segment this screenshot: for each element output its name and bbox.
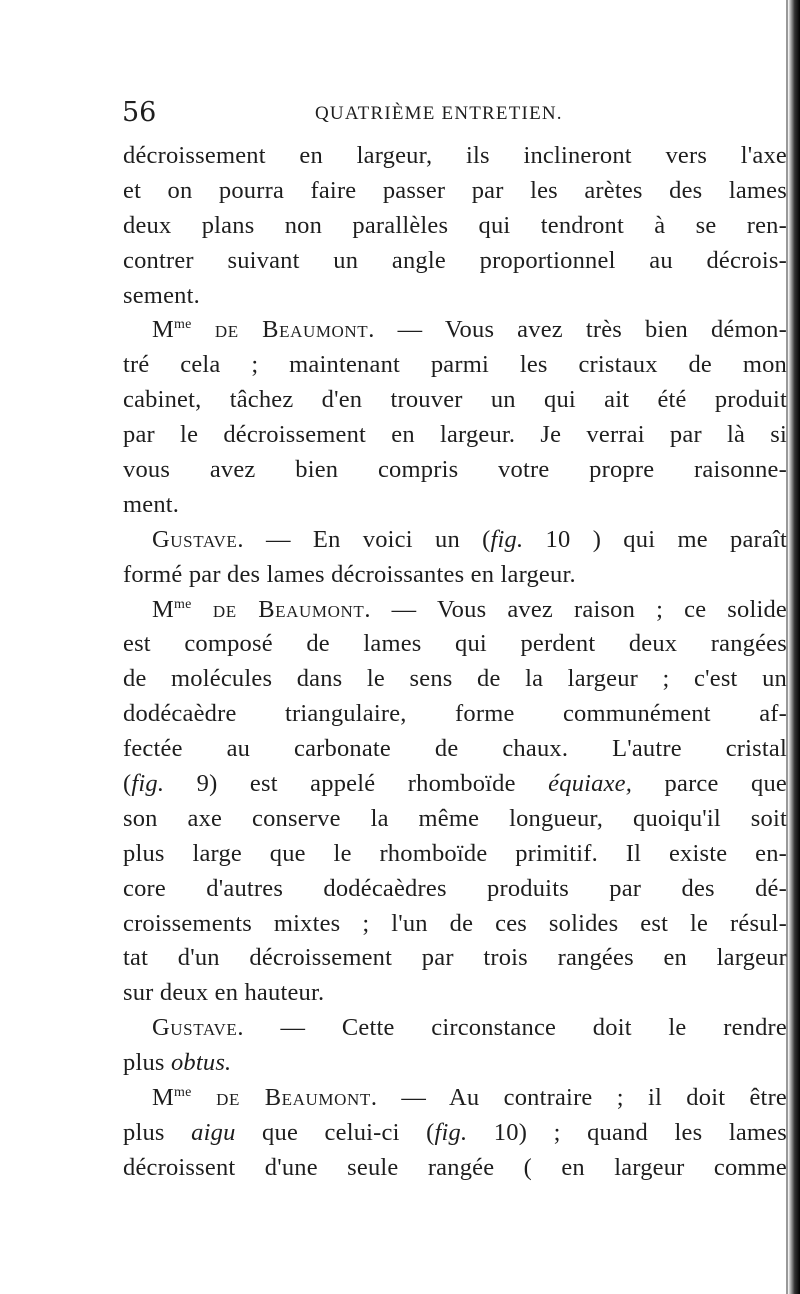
superscript: me [174,1085,192,1101]
text-line [123,872,787,907]
body-text [123,139,787,1186]
text-segment: M [152,1084,174,1112]
text-segment: que celui-ci ( [235,1118,435,1146]
page-number: 56 [122,97,157,128]
text-segment: M [152,595,174,623]
text-segment: de molécules dans le sens de la largeur ; c'est un [123,665,787,693]
text-line [123,697,787,732]
italic-text: obtus. [170,1049,232,1077]
text-segment: décroissement en largeur, ils inclineront vers l'axe [123,142,787,169]
text-line [123,627,787,662]
italic-text: fig. [434,1118,468,1146]
text-line [123,244,787,279]
text-line [123,209,787,244]
text-line [123,1011,787,1046]
text-line [123,732,787,767]
text-segment: . — Cette circonstance doit le rendre [237,1014,787,1042]
speaker-name: de Beaumont [191,1084,371,1112]
text-line [123,1151,787,1186]
text-line [123,1116,787,1151]
text-line [123,139,787,174]
text-segment: sur deux en hauteur. [123,979,325,1007]
text-line [123,418,787,453]
speaker-name: Gustave [152,1014,238,1042]
text-line [123,907,787,942]
text-segment: tat d'un décroissement par trois rangées en largeur [123,944,787,972]
text-segment: formé par des lames décroissantes en largeur. [123,560,576,588]
text-segment: contrer suivant un angle proportionnel au décrois- [123,246,787,274]
text-line [123,1046,787,1081]
italic-text: équiaxe, [548,770,633,798]
text-line [123,558,787,593]
text-segment: . — Au contraire ; il doit être [370,1084,787,1112]
text-line [123,593,787,628]
text-segment: son axe conserve la même longueur, quoiqu'il soit [123,804,787,832]
text-segment: est composé de lames qui perdent deux rangées [123,630,787,658]
text-line [123,453,787,488]
speaker-name: de Beaumont [191,595,365,623]
speaker-name: de Beaumont [191,316,369,344]
text-line [123,767,787,802]
text-segment: sement. [123,281,200,309]
text-segment: M [152,316,174,344]
text-segment: ( [123,770,132,798]
text-segment: parce que [632,770,788,798]
speaker-name: Gustave [152,525,238,553]
italic-text: fig. [131,770,165,798]
superscript: me [174,317,192,333]
text-segment: et on pourra faire passer par les arètes des lames [123,176,787,204]
text-line [123,837,787,872]
text-segment: plus [123,1049,171,1077]
text-segment: . — Vous avez très bien démon- [368,316,787,344]
italic-text: aigu [191,1118,236,1146]
text-segment: par le décroissement en largeur. Je verrai par là si [123,421,787,449]
text-segment: fectée au carbonate de chaux. L'autre cristal [123,735,787,763]
text-segment: plus large que le rhomboïde primitif. Il existe en- [123,839,787,867]
text-line [123,488,787,523]
text-segment: décroissent d'une seule rangée ( en largeur comme [123,1153,787,1181]
text-line [123,941,787,976]
text-segment: croissements mixtes ; l'un de ces solides est le résul- [123,909,787,937]
text-line [123,662,787,697]
binding-shadow [788,0,800,1294]
text-segment: . — Vous avez raison ; ce solide [364,595,787,623]
text-segment: dodécaèdre triangulaire, forme communément af- [123,700,787,728]
superscript: me [174,596,192,612]
text-segment: vous avez bien compris votre propre raisonne- [123,456,787,484]
text-line [123,1081,787,1116]
text-segment: 10 ) qui me paraît [523,525,787,553]
text-segment: 10) ; quand les lames [467,1118,787,1146]
text-line [123,174,787,209]
text-segment: deux plans non parallèles qui tendront à se ren- [123,211,787,239]
italic-text: fig. [490,525,524,553]
text-line [123,383,787,418]
text-line [123,348,787,383]
text-segment: . — En voici un ( [237,525,491,553]
running-head: QUATRIÈME ENTRETIEN. [315,103,563,124]
text-segment: 9) est appelé rhomboïde [164,770,549,798]
text-line [123,313,787,348]
text-line [123,976,787,1011]
text-line [123,523,787,558]
text-line [123,279,787,314]
text-segment: core d'autres dodécaèdres produits par des dé- [123,874,787,902]
text-line [123,802,787,837]
page-header [122,96,782,130]
text-segment: ment. [123,490,180,518]
text-segment: cabinet, tâchez d'en trouver un qui ait été produit [123,386,787,414]
text-segment: tré cela ; maintenant parmi les cristaux de mon [123,351,787,379]
text-segment: plus [123,1118,192,1146]
